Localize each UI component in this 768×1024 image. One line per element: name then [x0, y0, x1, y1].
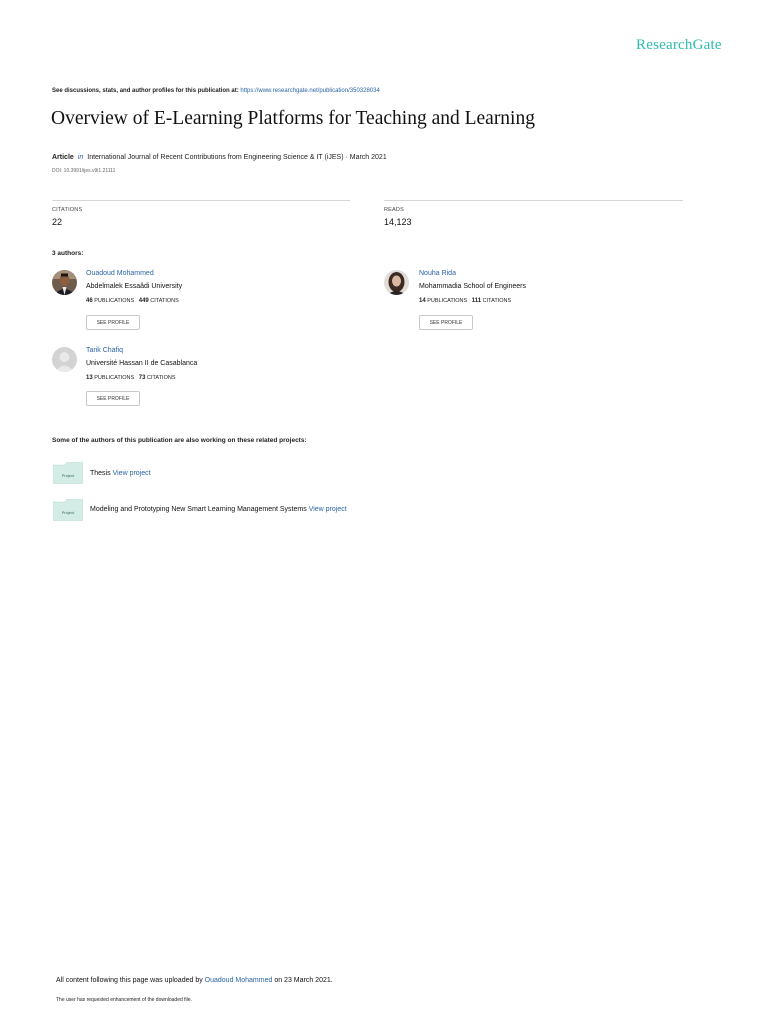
author-stats [86, 298, 179, 304]
reads-divider [384, 200, 683, 201]
related-projects-heading: Some of the authors of this publication are also working on these related projects: [52, 437, 307, 444]
author-name-link[interactable]: Tarik Chafiq [86, 347, 123, 354]
view-project-link[interactable]: View project [308, 506, 347, 513]
publication-url-link[interactable]: https://www.researchgate.net/publication/350328034 [240, 88, 380, 94]
citations-count: 449 [138, 298, 149, 304]
author-stats [419, 298, 511, 304]
author-name-link[interactable]: Nouha Rida [419, 270, 456, 277]
citations-label: CITATIONS [150, 298, 179, 304]
project-folder-icon [53, 499, 83, 521]
see-profile-button[interactable]: SEE PROFILE [419, 315, 473, 330]
researchgate-logo[interactable]: ResearchGate [636, 37, 722, 53]
citations-value: 22 [52, 217, 63, 227]
journal-name: International Journal of Recent Contributions from Engineering Science & IT (iJES) · March 2021 [87, 154, 387, 161]
avatar-photo-icon [52, 270, 77, 295]
authors-heading: 3 authors: [52, 250, 84, 257]
author-institution: Abdelmalek Essaâdi University [86, 283, 183, 290]
uploader-link[interactable]: Ouadoud Mohammed [204, 977, 273, 984]
see-profile-button[interactable]: SEE PROFILE [86, 315, 140, 330]
citations-label: CITATIONS [146, 375, 176, 381]
project-folder-icon [53, 462, 83, 484]
author-avatar[interactable] [384, 270, 409, 295]
upload-note [56, 977, 333, 984]
citations-count: 111 [471, 298, 482, 304]
author-stats [86, 375, 176, 381]
project-icon-label: Project [61, 510, 75, 515]
see-profile-button[interactable]: SEE PROFILE [86, 391, 140, 406]
publication-meta [52, 154, 387, 161]
author-avatar[interactable] [52, 270, 77, 295]
upload-prefix: All content following this page was uploaded by [56, 977, 205, 984]
publications-count: 46 [86, 298, 93, 304]
project-name: Modeling and Prototyping New Smart Learning Management Systems [90, 506, 307, 513]
publications-count: 14 [419, 298, 426, 304]
avatar-photo-icon [384, 270, 409, 295]
citations-divider [52, 200, 350, 201]
upload-suffix: on 23 March 2021. [272, 977, 333, 984]
reads-label: READS [384, 207, 404, 213]
publications-label: PUBLICATIONS [427, 298, 468, 304]
doi: DOI: 10.3991/ijes.v9i1.21111 [52, 168, 116, 174]
author-institution: Université Hassan II de Casablanca [86, 360, 198, 367]
paper-title: Overview of E-Learning Platforms for Teaching and Learning [51, 108, 535, 129]
in-label: in [77, 154, 84, 161]
project-name: Thesis [90, 470, 111, 477]
author-avatar[interactable] [52, 347, 77, 372]
publications-label: PUBLICATIONS [94, 375, 135, 381]
discussion-prefix: See discussions, stats, and author profiles for this publication at: [52, 88, 241, 94]
publications-label: PUBLICATIONS [94, 298, 135, 304]
enhancement-note: The user has requested enhancement of the downloaded file. [56, 997, 192, 1003]
default-user-icon [52, 347, 77, 372]
project-icon-label: Project [61, 473, 75, 478]
publications-count: 13 [86, 375, 93, 381]
reads-value: 14,123 [384, 217, 412, 227]
view-project-link[interactable]: View project [112, 470, 151, 477]
citations-count: 73 [138, 375, 146, 381]
author-name-link[interactable]: Ouadoud Mohammed [86, 270, 154, 277]
discussion-line [52, 88, 380, 94]
citations-label: CITATIONS [482, 298, 512, 304]
citations-label: CITATIONS [52, 207, 83, 213]
project-item [90, 506, 347, 513]
author-institution: Mohammadia School of Engineers [419, 283, 527, 290]
article-type: Article [52, 154, 74, 161]
project-item [90, 470, 151, 477]
